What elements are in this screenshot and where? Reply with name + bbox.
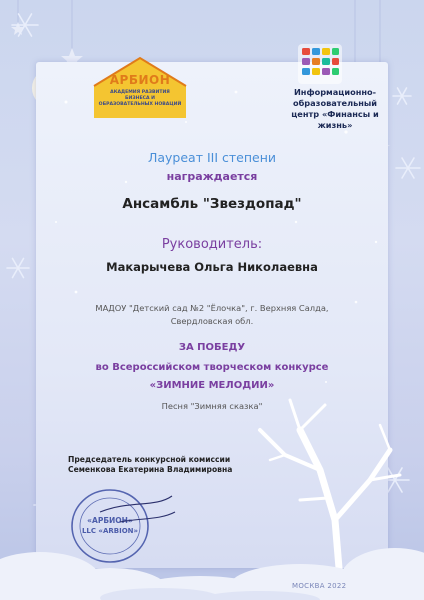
city-year: МОСКВА 2022	[292, 582, 347, 590]
song-title: Песня "Зимняя сказка"	[161, 401, 263, 411]
awarded-label: награждается	[166, 170, 258, 183]
arbion-logo-name: АРБИОН	[109, 73, 171, 87]
organization-text: МАДОУ "Детский сад №2 "Ёлочка", г. Верхняя Салда, Свердловская обл.	[95, 303, 329, 326]
svg-text:LLC «ARBION»: LLC «ARBION»	[81, 527, 139, 535]
recipient-name: Ансамбль "Звездопад"	[122, 196, 302, 212]
finance-center-title: Информационно-образовательный центр «Финансы и жизнь»	[291, 87, 379, 130]
arbion-logo-subtitle: АКАДЕМИЯ РАЗВИТИЯ БИЗНЕСА И ОБРАЗОВАТЕЛЬНЫХ НОВАЦИЙ	[98, 90, 182, 107]
svg-text:«АРБИОН»: «АРБИОН»	[87, 516, 133, 525]
signature-name: Семенкова Екатерина Владимировна	[68, 465, 233, 474]
contest-description: во Всероссийском творческом конкурсе	[95, 362, 329, 373]
leader-label: Руководитель:	[161, 237, 263, 252]
contest-name: «ЗИМНИЕ МЕЛОДИИ»	[149, 380, 275, 391]
stamp-seal	[60, 482, 180, 568]
victory-label: ЗА ПОБЕДУ	[178, 342, 246, 353]
finance-center-logo	[296, 42, 344, 86]
signature-title: Председатель конкурсной комиссии	[68, 455, 231, 464]
signature-block	[68, 455, 232, 475]
arbion-logo	[88, 52, 192, 122]
leader-name: Макарычева Ольга Николаевна	[106, 260, 318, 274]
laureate-degree: Лауреат III степени	[147, 150, 277, 165]
